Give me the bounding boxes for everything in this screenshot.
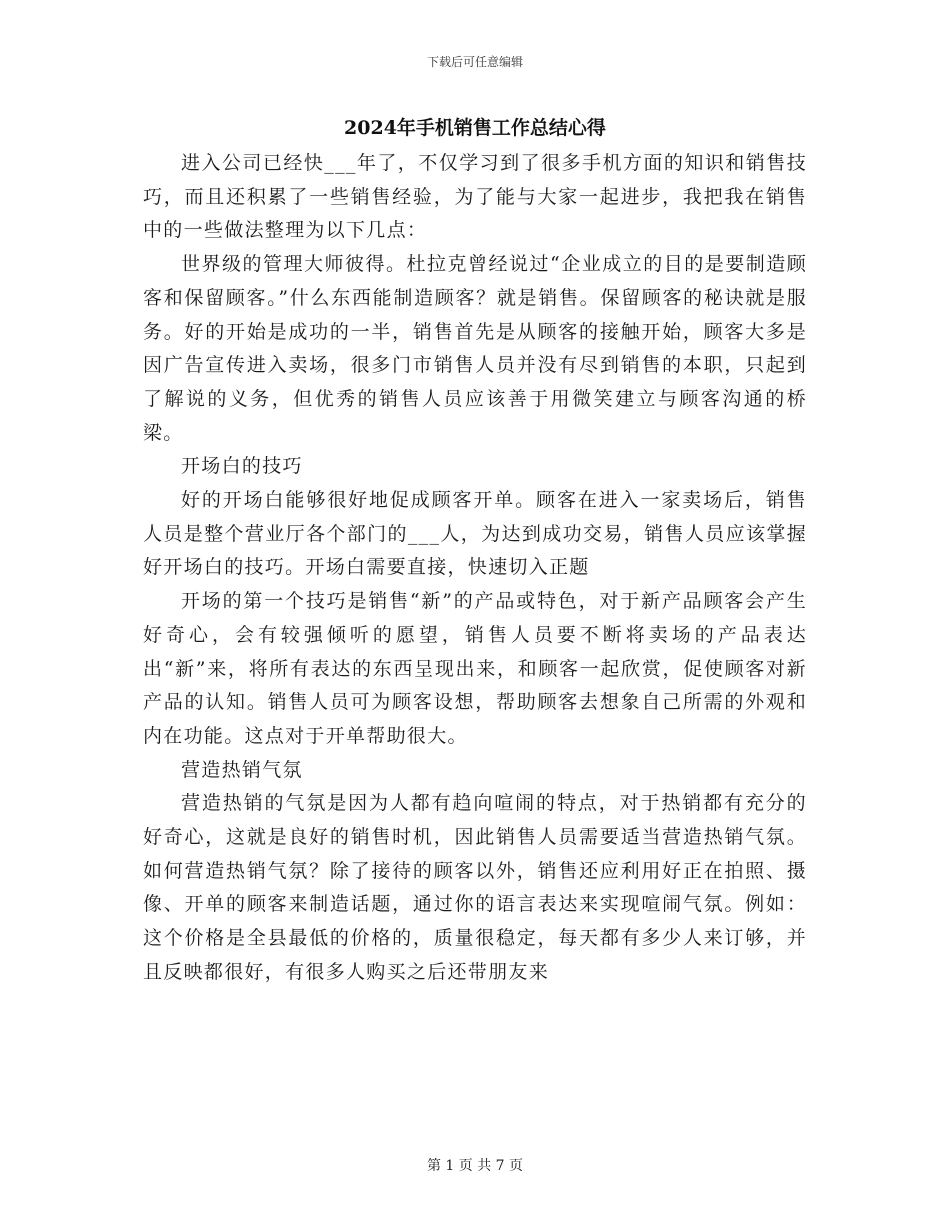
paragraph-intro: 进入公司已经快___年了，不仅学习到了很多手机方面的知识和销售技巧，而且还积累了一些销售经验，为了能与大家一起进步，我把我在销售中的一些做法整理为以下几点： [143, 152, 807, 242]
document-title: 2024年手机销售工作总结心得 [344, 117, 606, 139]
paragraph-new-product-tip: 开场的第一个技巧是销售“新”的产品或特色，对于新产品顾客会产生好奇心，会有较强倾听的愿望，销售人员要不断将卖场的产品表达出“新”来，将所有表达的东西呈现出来，和顾客一起欣赏，促使顾客对新产品的认知。销售人员可为顾客设想，帮助顾客去想象自己所需的外观和内在功能。这点对于开单帮助很大。 [143, 590, 807, 747]
page-header-note: 下载后可任意编辑 [426, 55, 523, 69]
section-heading-hot-sales: 营造热销气氛 [181, 758, 303, 781]
paragraph-hot-sales-atmosphere: 营造热销的气氛是因为人都有趋向喧闹的特点，对于热销都有充分的好奇心，这就是良好的销售时机，因此销售人员需要适当营造热销气氛。如何营造热销气氛？除了接待的顾客以外，销售还应利用好正在拍照、摄像、开单的顾客来制造话题，通过你的语言表达来实现喧闹气氛。例如：这个价格是全县最低的价格的，质量很稳定，每天都有多少人来订够，并且反映都很好，有很多人购买之后还带朋友来 [143, 792, 807, 983]
section-heading-opening-skills: 开场白的技巧 [181, 455, 303, 478]
paragraph-opening-importance: 好的开场白能够很好地促成顾客开单。顾客在进入一家卖场后，销售人员是整个营业厅各个部门的___人，为达到成功交易，销售人员应该掌握好开场白的技巧。开场白需要直接，快速切入正题 [143, 489, 807, 579]
paragraph-drucker-quote: 世界级的管理大师彼得。杜拉克曾经说过“企业成立的目的是要制造顾客和保留顾客。”什么东西能制造顾客？就是销售。保留顾客的秘诀就是服务。好的开始是成功的一半，销售首先是从顾客的接触开始，顾客大多是因广告宣传进入卖场，很多门市销售人员并没有尽到销售的本职，只起到了解说的义务，但优秀的销售人员应该善于用微笑建立与顾客沟通的桥梁。 [143, 253, 807, 444]
document-body [143, 147, 807, 990]
page-number: 第 1 页 共 7 页 [426, 1158, 524, 1174]
